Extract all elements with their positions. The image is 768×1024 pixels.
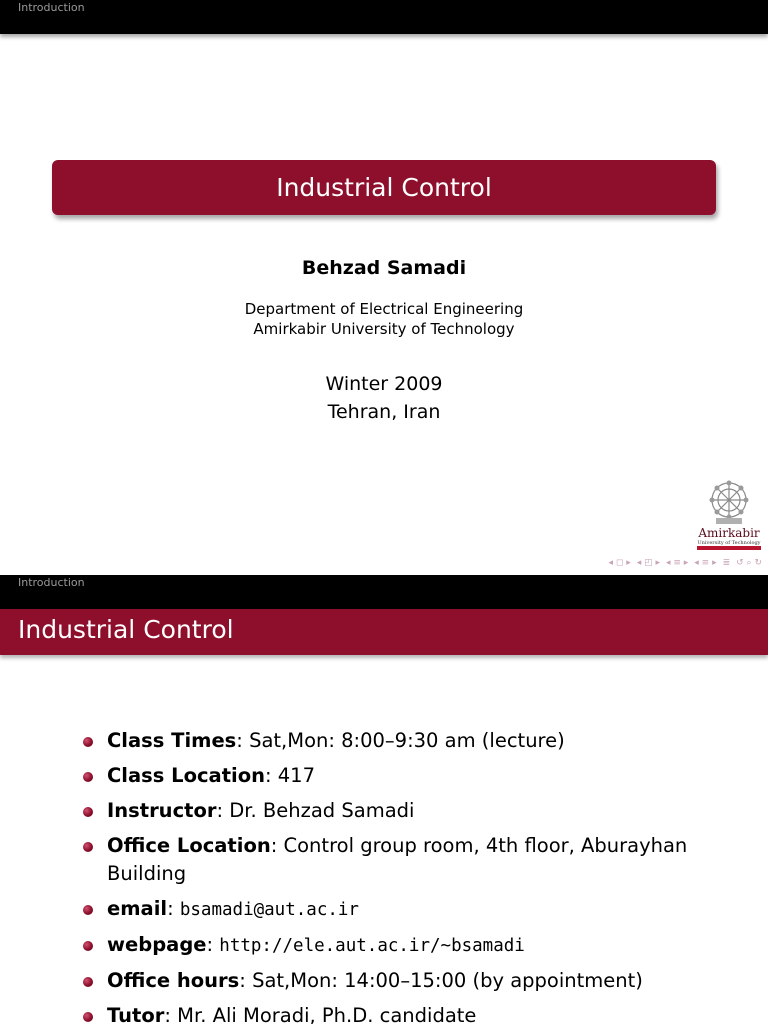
bullet-icon bbox=[83, 842, 93, 852]
item-value: Control group room, 4th floor, Aburayhan Building bbox=[107, 834, 688, 885]
item-key: Office Location bbox=[107, 834, 271, 857]
item-separator: : bbox=[239, 969, 253, 992]
presentation-title: Industrial Control bbox=[276, 173, 492, 202]
list-item bbox=[82, 832, 722, 888]
item-value: Sat,Mon: 14:00–15:00 (by appointment) bbox=[252, 969, 643, 992]
nav-frame-icon[interactable]: ◂ ◻ ▸ bbox=[608, 558, 631, 568]
info-list bbox=[82, 727, 722, 1024]
item-separator: : bbox=[216, 799, 230, 822]
item-separator: : bbox=[264, 764, 278, 787]
list-item bbox=[82, 797, 722, 825]
section-label[interactable]: Introduction bbox=[18, 1, 85, 14]
nav-part-icon[interactable]: ◂ ≡ ▸ bbox=[694, 558, 717, 568]
item-key: webpage bbox=[107, 933, 207, 956]
university: Amirkabir University of Technology bbox=[253, 320, 515, 338]
bullet-icon bbox=[83, 1012, 93, 1022]
item-key: Class Times bbox=[107, 729, 237, 752]
item-separator: : bbox=[270, 834, 284, 857]
nav-section-icon[interactable]: ◂ ≡ ▸ bbox=[665, 558, 689, 568]
author-name: Behzad Samadi bbox=[301, 257, 467, 279]
nav-doc-icon[interactable]: ≣ bbox=[722, 558, 731, 568]
item-separator: : bbox=[236, 729, 250, 752]
item-separator: : bbox=[206, 933, 220, 956]
bullet-icon bbox=[83, 737, 93, 747]
bullet-icon bbox=[83, 772, 93, 782]
title-box bbox=[52, 160, 716, 215]
list-item bbox=[82, 762, 722, 790]
item-value[interactable]: http://ele.aut.ac.ir/~bsamadi bbox=[219, 936, 525, 956]
logo-subtitle: University of Technology bbox=[697, 540, 761, 546]
item-value: Sat,Mon: 8:00–9:30 am (lecture) bbox=[249, 729, 565, 752]
list-item bbox=[82, 1002, 722, 1024]
department: Department of Electrical Engineering bbox=[244, 300, 524, 318]
bullet-icon bbox=[83, 905, 93, 915]
logo-name: Amirkabir bbox=[698, 526, 760, 540]
amirkabir-logo-icon bbox=[694, 478, 764, 526]
item-key: Class Location bbox=[107, 764, 265, 787]
bullet-icon bbox=[83, 977, 93, 987]
list-item bbox=[82, 931, 722, 960]
headline-bar bbox=[0, 0, 768, 34]
item-value: Mr. Ali Moradi, Ph.D. candidate bbox=[177, 1004, 477, 1024]
item-key: email bbox=[107, 897, 168, 920]
item-value: 417 bbox=[277, 764, 315, 787]
item-key: Office hours bbox=[107, 969, 240, 992]
headline-bar bbox=[0, 575, 768, 609]
item-key: Instructor bbox=[107, 799, 217, 822]
item-value: Dr. Behzad Samadi bbox=[229, 799, 415, 822]
section-label[interactable]: Introduction bbox=[18, 576, 85, 589]
nav-search-icon[interactable]: ↺ ⌕ ↻ bbox=[736, 558, 762, 568]
item-value[interactable]: bsamadi@aut.ac.ir bbox=[179, 900, 359, 920]
navigation-symbols bbox=[608, 558, 762, 568]
date: Winter 2009 bbox=[325, 373, 443, 395]
list-item bbox=[82, 895, 722, 924]
item-key: Tutor bbox=[107, 1004, 165, 1024]
item-separator: : bbox=[167, 897, 180, 920]
place: Tehran, Iran bbox=[327, 401, 441, 423]
bullet-icon bbox=[83, 941, 93, 951]
info-slide bbox=[0, 575, 768, 1024]
nav-subsection-icon[interactable]: ◂ ◰ ▸ bbox=[636, 558, 660, 568]
logo-strip bbox=[697, 546, 761, 550]
frame-title: Industrial Control bbox=[18, 615, 234, 644]
item-separator: : bbox=[164, 1004, 178, 1024]
affiliation bbox=[0, 299, 768, 339]
list-item bbox=[82, 967, 722, 995]
list-item bbox=[82, 727, 722, 755]
date-place bbox=[0, 370, 768, 426]
bullet-icon bbox=[83, 807, 93, 817]
